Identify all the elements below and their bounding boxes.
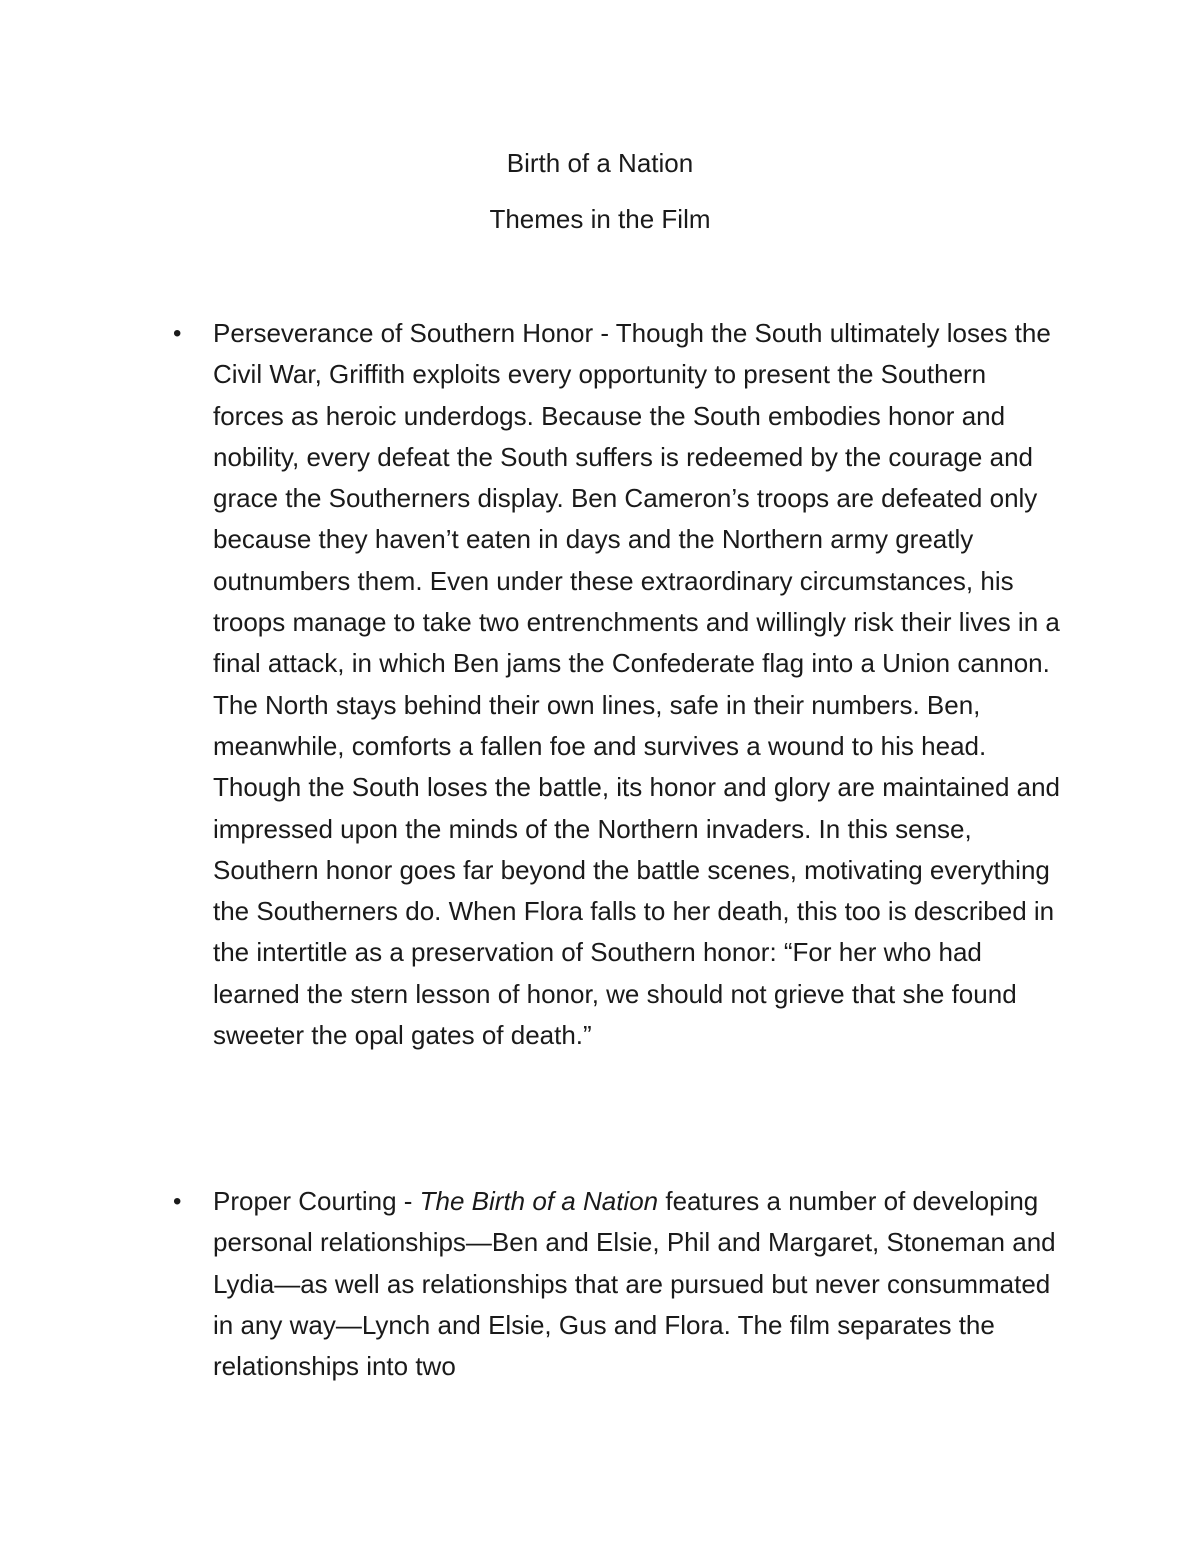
document-title: Birth of a Nation bbox=[506, 148, 694, 178]
theme-separator: - bbox=[593, 318, 616, 348]
theme-text: Though the South ultimately loses the Civil War, Griffith exploits every opportunity to present the Southern forces as heroic underdogs. Because the South embodies honor and nobility, every defeat the South suffers is redeemed by the courage and grace the Southerners display. Ben Cameron’s troops are defeated only because they haven’t eaten in days and the Northern army greatly outnumbers them. Even under these extraordinary circumstances, his troops manage to take two entrenchments and willingly risk their lives in a final attack, in which Ben jams the Confederate flag into a Union cannon. The North stays behind their own lines, safe in their numbers. Ben, meanwhile, comforts a fallen foe and survives a wound to his head. Though the South loses the battle, its honor and glory are maintained and impressed upon the minds of the Northern invaders. In this sense, Southern honor goes far beyond the battle scenes, motivating everything the Southerners do. When Flora falls to her death, this too is described in the intertitle as a preservation of Southern honor: “For her who had learned the stern lesson of honor, we should not grieve that she found sweeter the opal gates of death.” bbox=[213, 318, 1061, 1051]
bullet-icon: • bbox=[173, 320, 182, 347]
film-title: The Birth of a Nation bbox=[419, 1186, 659, 1216]
theme-item bbox=[173, 313, 1063, 1056]
theme-separator: - bbox=[396, 1186, 420, 1216]
document-subtitle: Themes in the Film bbox=[489, 204, 711, 234]
theme-item bbox=[173, 1181, 1063, 1387]
theme-text: features a number of developing personal relationships—Ben and Elsie, Phil and Margaret, Stoneman and Lydia—as well as relationships that are pursued but never consummated in any way—Lynch and Elsie, Gus and Flora. The film separates the relationships into two bbox=[213, 1186, 1056, 1382]
theme-term: Proper Courting bbox=[213, 1186, 397, 1216]
theme-term: Perseverance of Southern Honor bbox=[213, 318, 594, 348]
bullet-icon: • bbox=[173, 1188, 182, 1215]
